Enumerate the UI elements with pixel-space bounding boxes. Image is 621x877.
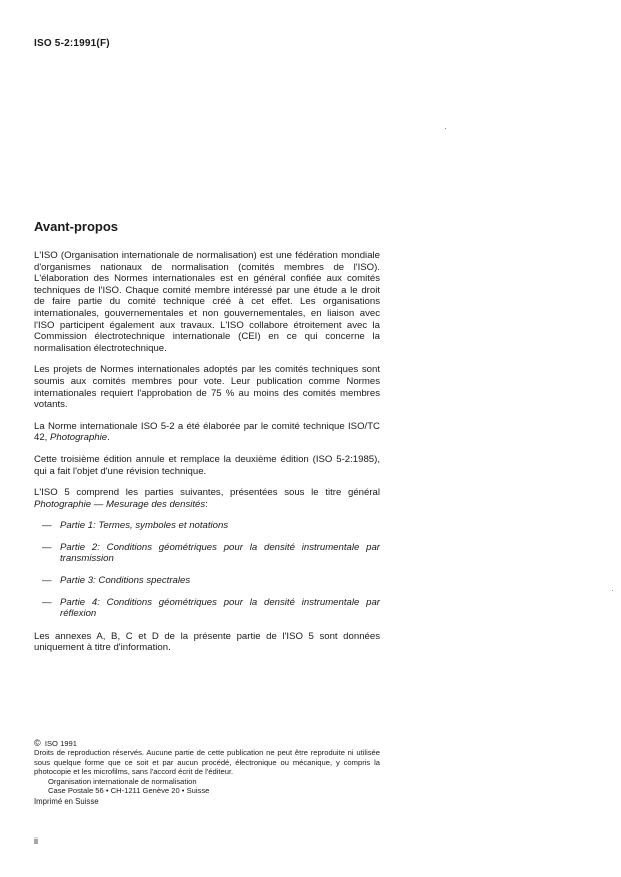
- scan-speck: [612, 590, 613, 591]
- section-title: Avant-propos: [34, 219, 119, 234]
- foreword-body: [34, 250, 380, 664]
- list-item: [34, 575, 380, 587]
- scan-speck: [445, 128, 446, 129]
- general-title: Photographie — Mesurage des densités: [34, 498, 206, 510]
- paragraph-edition: Cette troisième édition annule et remplace la deuxième édition (ISO 5-2:1985), qui a fait l'objet d'une révision technique.: [34, 453, 380, 477]
- copyright-rights: Droits de reproduction réservés. Aucune partie de cette publication ne peut être reproduite ni utilisée sous quelque forme que ce soit et par aucun procédé, électronique ou mécanique, y compris la photocopie et les microfilms, sans l'accord écrit de l'éditeur.: [34, 748, 380, 777]
- copyright-symbol: ©: [34, 738, 41, 748]
- paragraph-technical-committee: [34, 421, 380, 444]
- copyright-block: [34, 739, 380, 795]
- parts-intro-end: :: [205, 498, 208, 510]
- copyright-owner: ISO 1991: [44, 739, 77, 748]
- list-item: [34, 597, 380, 620]
- parts-intro-text: L'ISO 5 comprend les parties suivantes, présentées sous le titre général: [34, 487, 380, 499]
- paragraph-draft-standards: Les projets de Normes internationales adoptés par les comités techniques sont soumis aux comités membres pour vote. Leur publication comme Normes internationales requiert l'approbation de 75 % au moins des comités membres votants.: [34, 364, 380, 411]
- list-dash: —: [42, 596, 52, 608]
- parts-list: [34, 520, 380, 620]
- document-reference: ISO 5-2:1991(F): [34, 38, 110, 49]
- paragraph-iso-description: L'ISO (Organisation internationale de normalisation) est une fédération mondiale d'organismes nationaux de normalisation (comités membres de l'ISO). L'élaboration des Normes internationales est en général confiée aux comités techniques de l'ISO. Chaque comité membre intéressé par une étude a le droit de faire partie du comité technique créé à cet effet. Les organisations internationales, gouvernementales et non gouvernementales, en liaison avec l'ISO participent également aux travaux. L'ISO collabore étroitement avec la Commission électrotechnique internationale (CEI) en ce qui concerne la normalisation électrotechnique.: [34, 250, 380, 354]
- part-label: Partie 4: Conditions géométriques pour la densité instrumentale par réflexion: [60, 596, 380, 620]
- organisation-address: Case Postale 56 • CH-1211 Genève 20 • Suisse: [48, 786, 210, 796]
- list-dash: —: [42, 541, 52, 553]
- part-label: Partie 3: Conditions spectrales: [60, 575, 191, 587]
- paragraph-parts-intro: [34, 487, 380, 510]
- committee-end: .: [107, 432, 110, 444]
- committee-name: Photographie: [50, 432, 108, 444]
- list-dash: —: [42, 520, 52, 532]
- organisation-name: Organisation internationale de normalisation: [48, 776, 197, 786]
- printed-in: Imprimé en Suisse: [34, 797, 99, 806]
- page-number: ii: [34, 836, 38, 846]
- part-label: Partie 1: Termes, symboles et notations: [60, 520, 229, 532]
- committee-text: La Norme internationale ISO 5-2 a été élaborée par le comité technique ISO/TC 42,: [34, 420, 380, 444]
- list-dash: —: [42, 575, 52, 587]
- part-label: Partie 2: Conditions géométriques pour la densité instrumentale par transmission: [60, 541, 380, 565]
- paragraph-annexes: Les annexes A, B, C et D de la présente partie de l'ISO 5 sont données uniquement à titre d'information.: [34, 630, 380, 654]
- list-item: [34, 520, 380, 532]
- list-item: [34, 542, 380, 565]
- copyright-line: [34, 739, 380, 748]
